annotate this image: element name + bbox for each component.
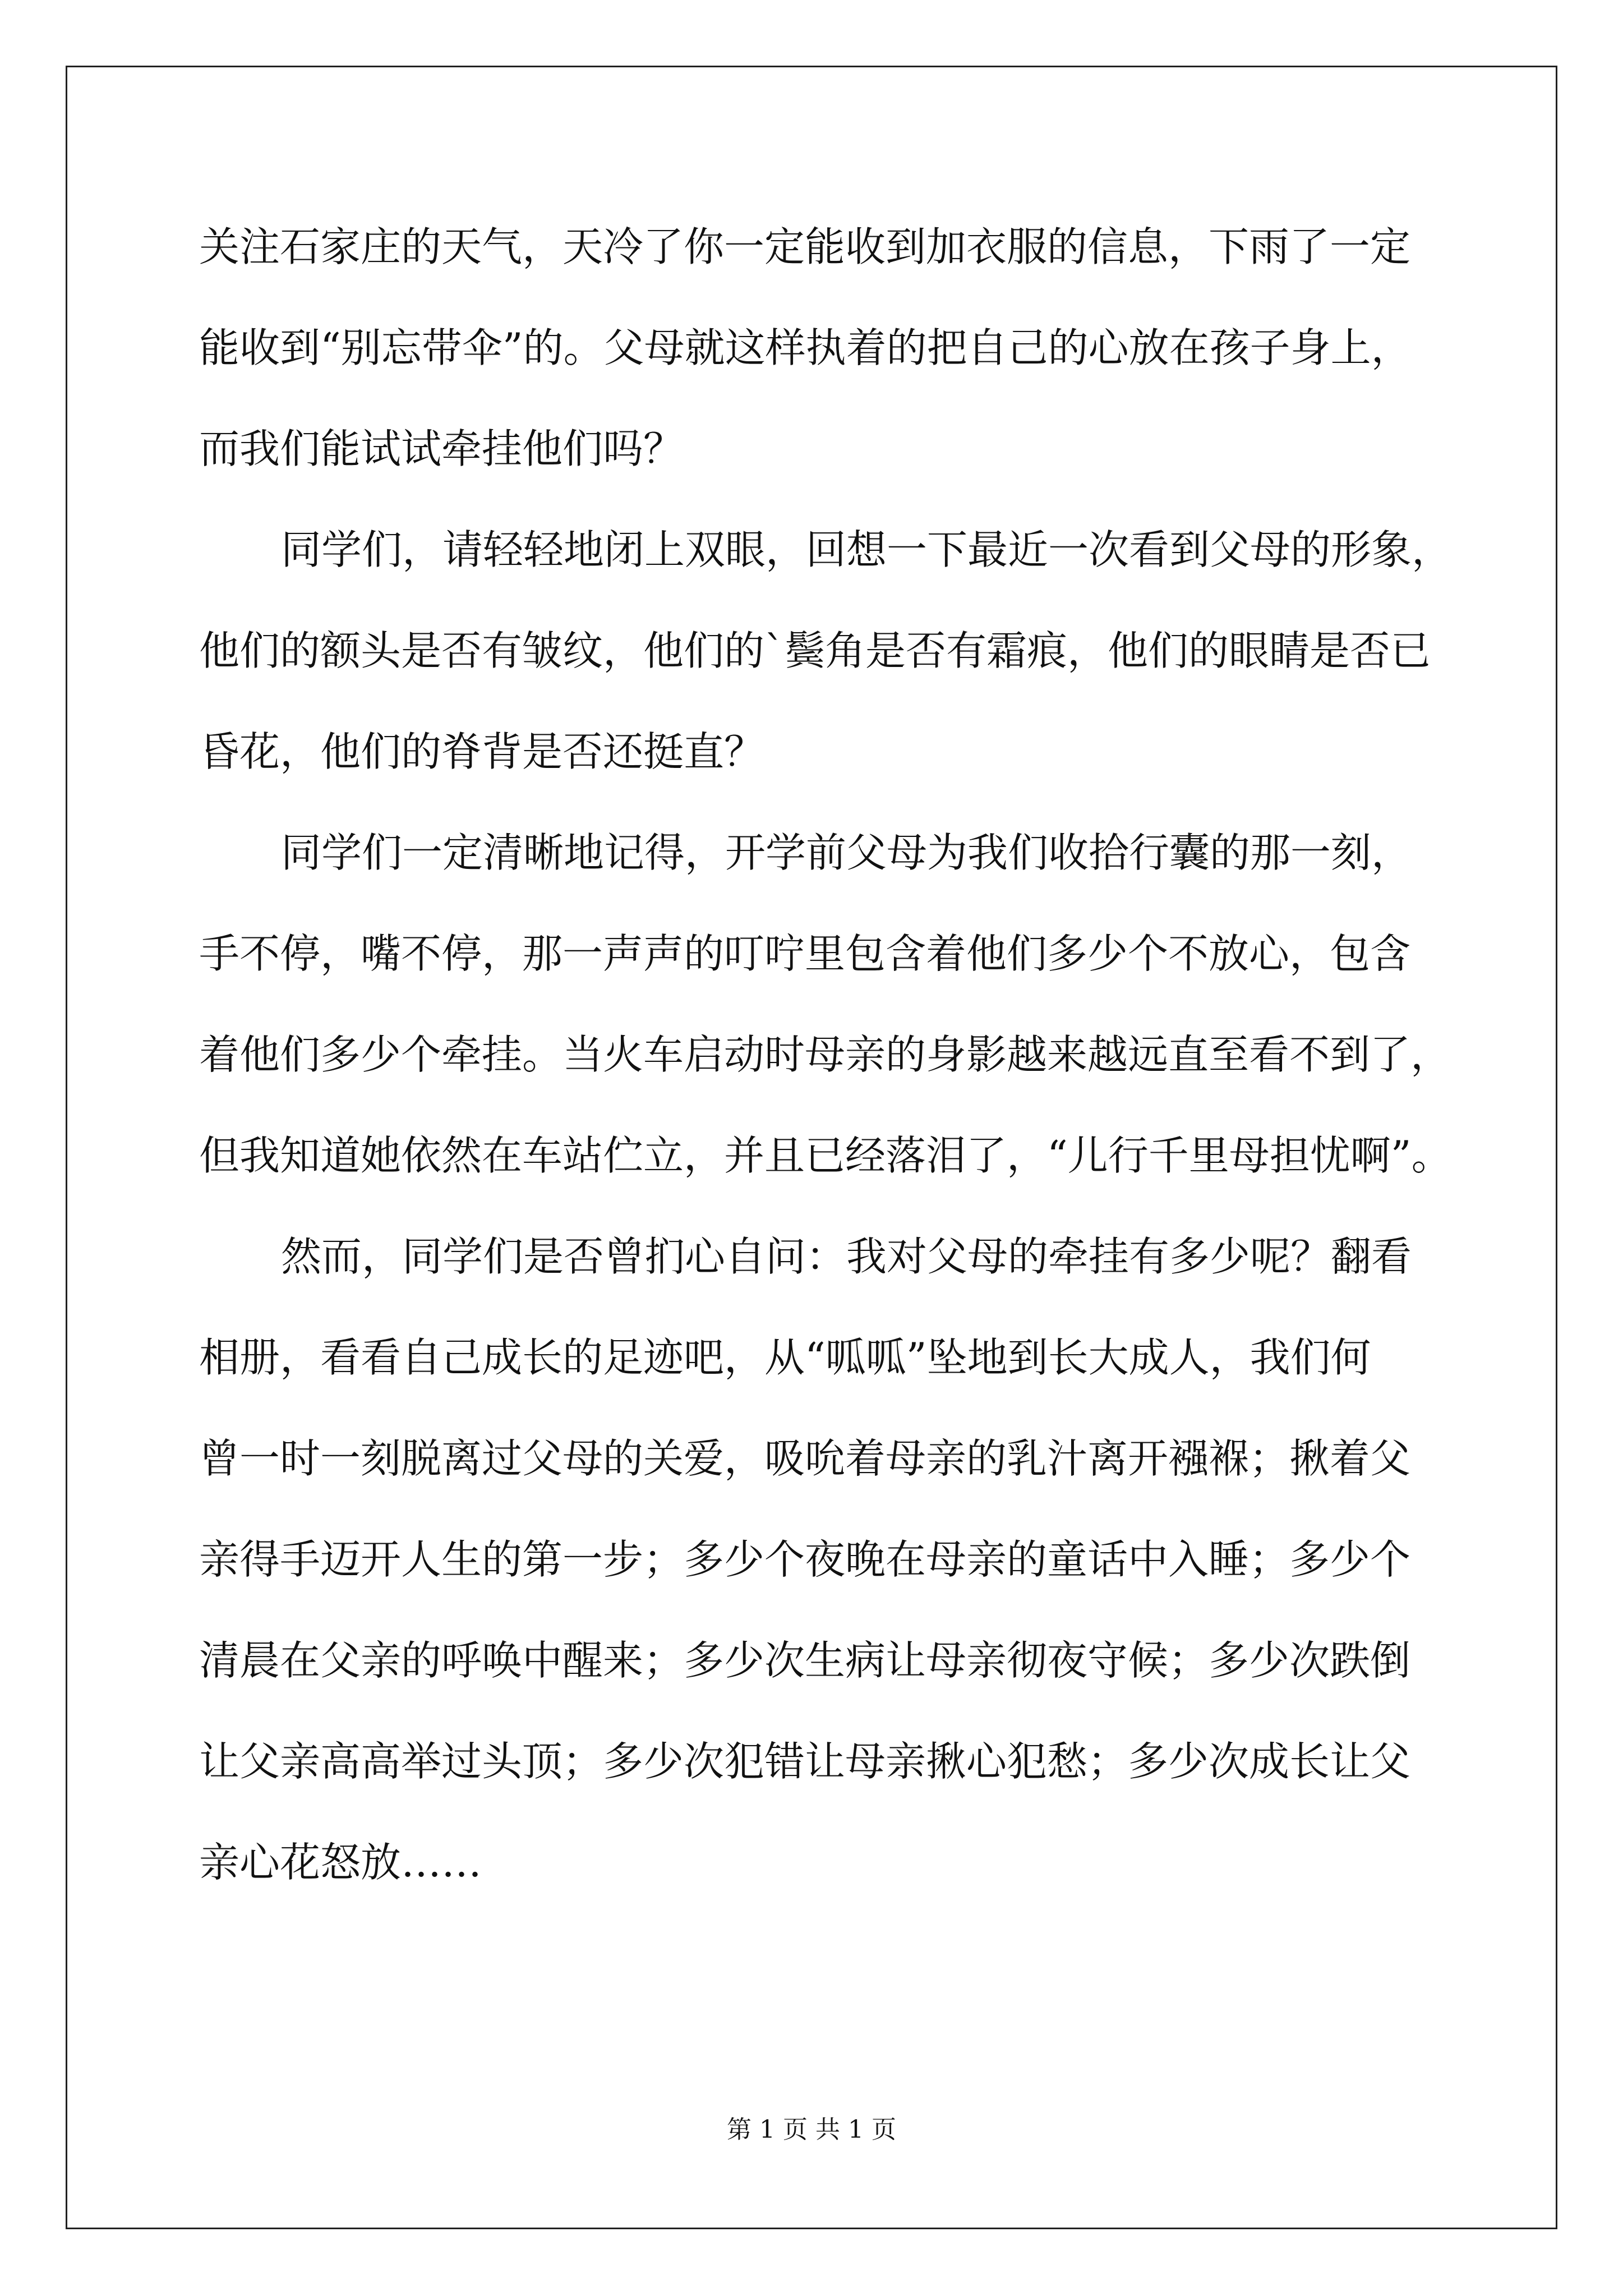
text-line: 关注石家庄的天气，天冷了你一定能收到加衣服的信息，下雨了一定 (199, 223, 1411, 270)
text-line: 他们的额头是否有皱纹，他们的`鬓角是否有霜痕，他们的眼睛是否已 (199, 627, 1431, 674)
text-line: 着他们多少个牵挂。当火车启动时母亲的身影越来越远直至看不到了， (199, 1031, 1451, 1078)
text-line: 能收到“别忘带伞”的。父母就这样执着的把自己的心放在孩子身上， (199, 324, 1412, 371)
text-line: 亲心花怒放…… (199, 1839, 482, 1886)
text-line: 然而，同学们是否曾扪心自问：我对父母的牵挂有多少呢？翻看 (281, 1233, 1412, 1280)
text-line: 昏花，他们的脊背是否还挺直？ (199, 728, 765, 775)
page-number-footer: 第 1 页 共 1 页 (727, 2115, 896, 2144)
text-line: 曾一时一刻脱离过父母的关爱，吸吮着母亲的乳汁离开襁褓；揪着父 (199, 1435, 1411, 1482)
text-line: 相册，看看自己成长的足迹吧，从“呱呱”坠地到长大成人，我们何 (199, 1334, 1371, 1381)
text-line: 而我们能试试牵挂他们吗？ (199, 425, 684, 472)
text-line: 亲得手迈开人生的第一步；多少个夜晚在母亲的童话中入睡；多少个 (199, 1536, 1411, 1583)
text-line: 清晨在父亲的呼唤中醒来；多少次生病让母亲彻夜守候；多少次跌倒 (199, 1637, 1411, 1684)
text-line: 但我知道她依然在车站伫立，并且已经落泪了，“儿行千里母担忧啊”。 (199, 1132, 1452, 1179)
text-line: 让父亲高高举过头顶；多少次犯错让母亲揪心犯愁；多少次成长让父 (199, 1738, 1411, 1785)
text-line: 手不停，嘴不停，那一声声的叮咛里包含着他们多少个不放心，包含 (199, 930, 1411, 977)
text-line: 同学们一定清晰地记得，开学前父母为我们收拾行囊的那一刻， (281, 829, 1412, 876)
text-line: 同学们，请轻轻地闭上双眼，回想一下最近一次看到父母的形象， (281, 526, 1453, 573)
